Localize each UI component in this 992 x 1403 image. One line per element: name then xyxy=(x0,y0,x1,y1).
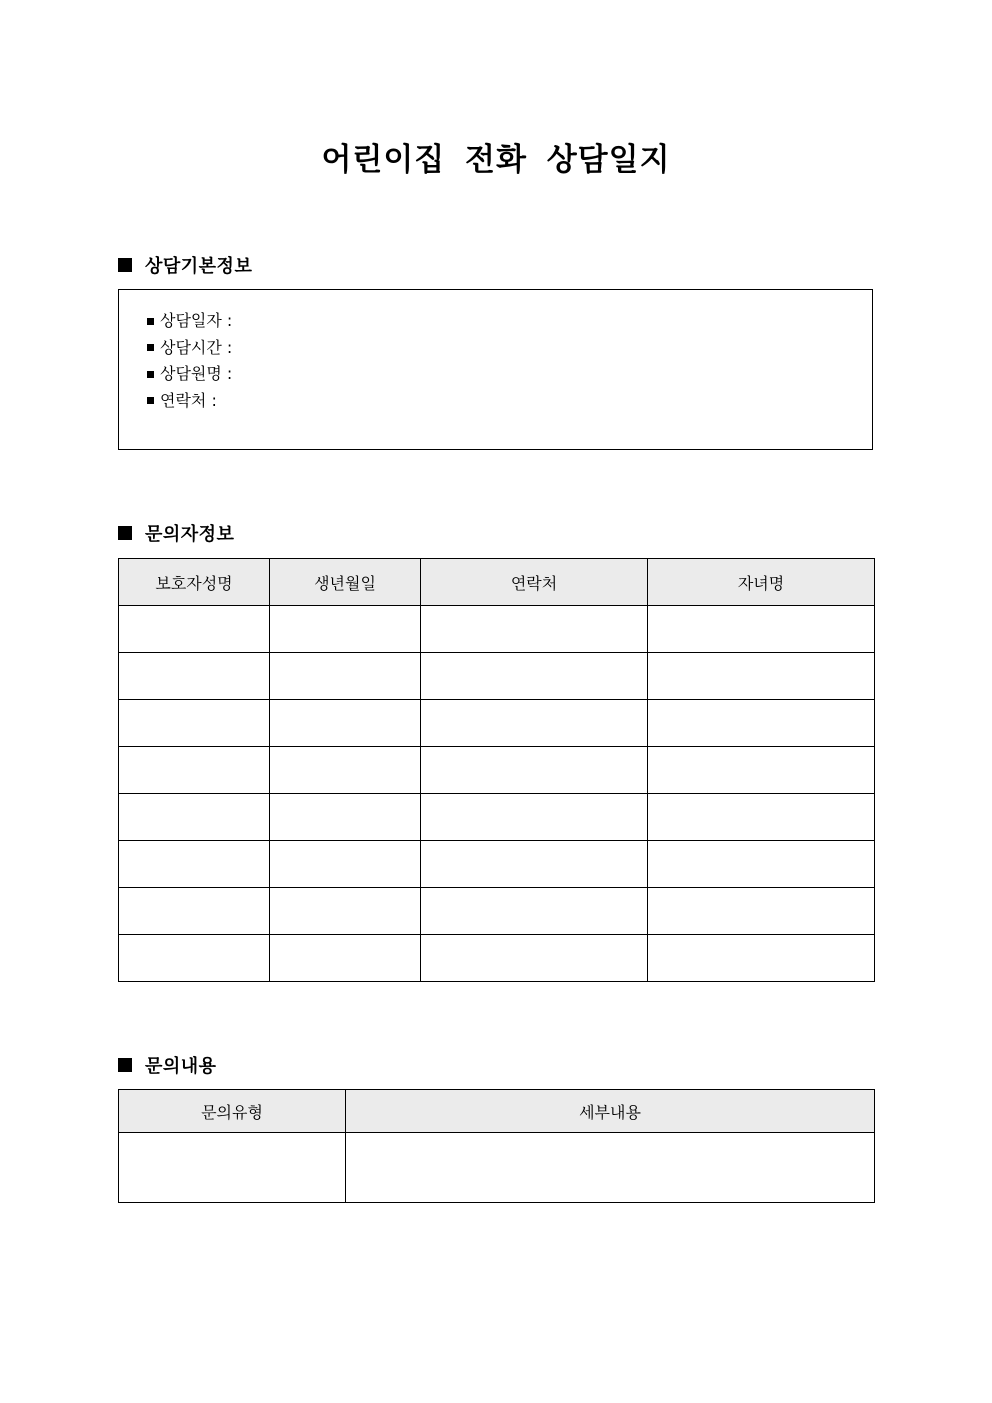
info-field-label: 상담시간 : xyxy=(160,337,233,357)
section-heading-basic-info xyxy=(118,252,252,278)
table-header-row xyxy=(119,1090,875,1133)
table-cell[interactable] xyxy=(119,700,270,747)
info-field-counselor xyxy=(147,361,232,388)
table-cell[interactable] xyxy=(119,794,270,841)
page-title: 어린이집 전화 상담일지 xyxy=(321,142,671,178)
table-header-row xyxy=(119,559,875,606)
table-cell[interactable] xyxy=(421,794,648,841)
square-bullet-icon xyxy=(147,397,154,404)
table-cell[interactable] xyxy=(119,653,270,700)
table-cell[interactable] xyxy=(119,606,270,653)
table-cell[interactable] xyxy=(346,1133,875,1203)
section-heading-label: 문의자정보 xyxy=(145,524,235,545)
table-row xyxy=(119,841,875,888)
square-bullet-icon xyxy=(118,258,132,272)
table-cell[interactable] xyxy=(119,747,270,794)
info-field-label: 상담원명 : xyxy=(160,364,233,383)
section-heading-inquirer-info xyxy=(118,520,234,546)
table-cell[interactable] xyxy=(119,888,270,935)
basic-info-box xyxy=(118,289,873,450)
table-cell[interactable] xyxy=(119,935,270,982)
table-cell[interactable] xyxy=(648,700,875,747)
basic-info-list xyxy=(147,308,232,414)
table-cell[interactable] xyxy=(421,653,648,700)
section-heading-inquiry-content xyxy=(118,1052,217,1078)
square-bullet-icon xyxy=(118,526,132,540)
column-header-child-name: 자녀명 xyxy=(648,559,875,606)
table-cell[interactable] xyxy=(270,606,421,653)
column-header-details: 세부내용 xyxy=(346,1090,875,1133)
info-field-label: 연락처 : xyxy=(160,390,217,410)
table-row xyxy=(119,935,875,982)
square-bullet-icon xyxy=(147,344,154,351)
table-row xyxy=(119,888,875,935)
column-header-guardian-name: 보호자성명 xyxy=(119,559,270,606)
table-cell[interactable] xyxy=(119,841,270,888)
table-cell[interactable] xyxy=(421,841,648,888)
table-cell[interactable] xyxy=(421,888,648,935)
table-row xyxy=(119,1133,875,1203)
table-cell[interactable] xyxy=(270,700,421,747)
table-cell[interactable] xyxy=(648,841,875,888)
column-header-inquiry-type: 문의유형 xyxy=(119,1090,346,1133)
square-bullet-icon xyxy=(147,318,154,325)
table-cell[interactable] xyxy=(270,888,421,935)
table-cell[interactable] xyxy=(270,747,421,794)
table-cell[interactable] xyxy=(421,935,648,982)
info-field-time xyxy=(147,335,232,362)
table-cell[interactable] xyxy=(421,747,648,794)
info-field-label: 상담일자 : xyxy=(160,311,233,330)
table-cell[interactable] xyxy=(270,841,421,888)
column-header-contact: 연락처 xyxy=(421,559,648,606)
inquirer-table xyxy=(118,558,875,982)
table-cell[interactable] xyxy=(648,935,875,982)
table-cell[interactable] xyxy=(270,794,421,841)
table-row xyxy=(119,606,875,653)
info-field-date xyxy=(147,308,232,335)
table-cell[interactable] xyxy=(421,700,648,747)
info-field-contact xyxy=(147,388,232,415)
square-bullet-icon xyxy=(118,1058,132,1072)
square-bullet-icon xyxy=(147,371,154,378)
table-cell[interactable] xyxy=(648,888,875,935)
table-cell[interactable] xyxy=(648,653,875,700)
table-cell[interactable] xyxy=(648,606,875,653)
table-cell[interactable] xyxy=(119,1133,346,1203)
table-row xyxy=(119,653,875,700)
table-row xyxy=(119,794,875,841)
inquiry-content-table xyxy=(118,1089,875,1203)
table-cell[interactable] xyxy=(270,935,421,982)
table-cell[interactable] xyxy=(648,794,875,841)
column-header-birthdate: 생년월일 xyxy=(270,559,421,606)
section-heading-label: 상담기본정보 xyxy=(145,256,253,277)
table-cell[interactable] xyxy=(648,747,875,794)
section-heading-label: 문의내용 xyxy=(145,1056,217,1077)
table-cell[interactable] xyxy=(421,606,648,653)
table-cell[interactable] xyxy=(270,653,421,700)
table-row xyxy=(119,700,875,747)
table-row xyxy=(119,747,875,794)
